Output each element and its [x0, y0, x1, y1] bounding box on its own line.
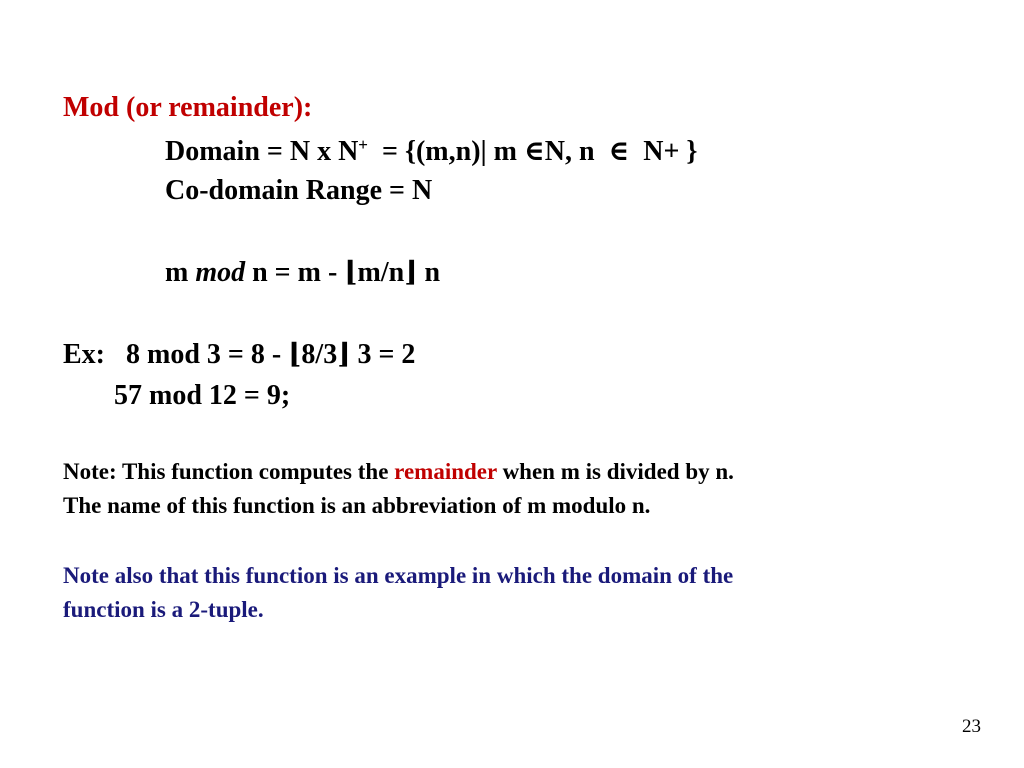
domain-superscript: +	[358, 135, 368, 154]
example-2: 57 mod 12 = 9;	[114, 380, 291, 411]
slide-title: Mod (or remainder):	[63, 92, 313, 123]
note-also-line-2: function is a 2-tuple.	[63, 597, 264, 622]
note-line	[63, 460, 734, 483]
definition-rest: n = m - ⌊m/n⌋ n	[245, 257, 441, 288]
note-line-2: The name of this function is an abbreviation of m modulo n.	[63, 493, 651, 518]
domain-prefix: Domain = N x N	[165, 136, 359, 167]
note-also-line-1: Note also that this function is an example in which the domain of the	[63, 563, 734, 588]
page-number: 23	[962, 716, 981, 737]
note-before: Note: This function computes the	[63, 459, 395, 484]
definition-line	[165, 259, 440, 287]
definition-m: m	[165, 257, 196, 288]
domain-line	[165, 136, 697, 166]
note-highlight: remainder	[394, 459, 497, 484]
example-1: Ex: 8 mod 3 = 8 - ⌊8/3⌋ 3 = 2	[63, 339, 416, 370]
note-after: when m is divided by n.	[496, 459, 734, 484]
codomain-line: Co-domain Range = N	[165, 175, 433, 206]
definition-mod: mod	[195, 257, 246, 288]
domain-suffix: = {(m,n)| m ∈N, n ∈ N+ }	[367, 136, 698, 167]
